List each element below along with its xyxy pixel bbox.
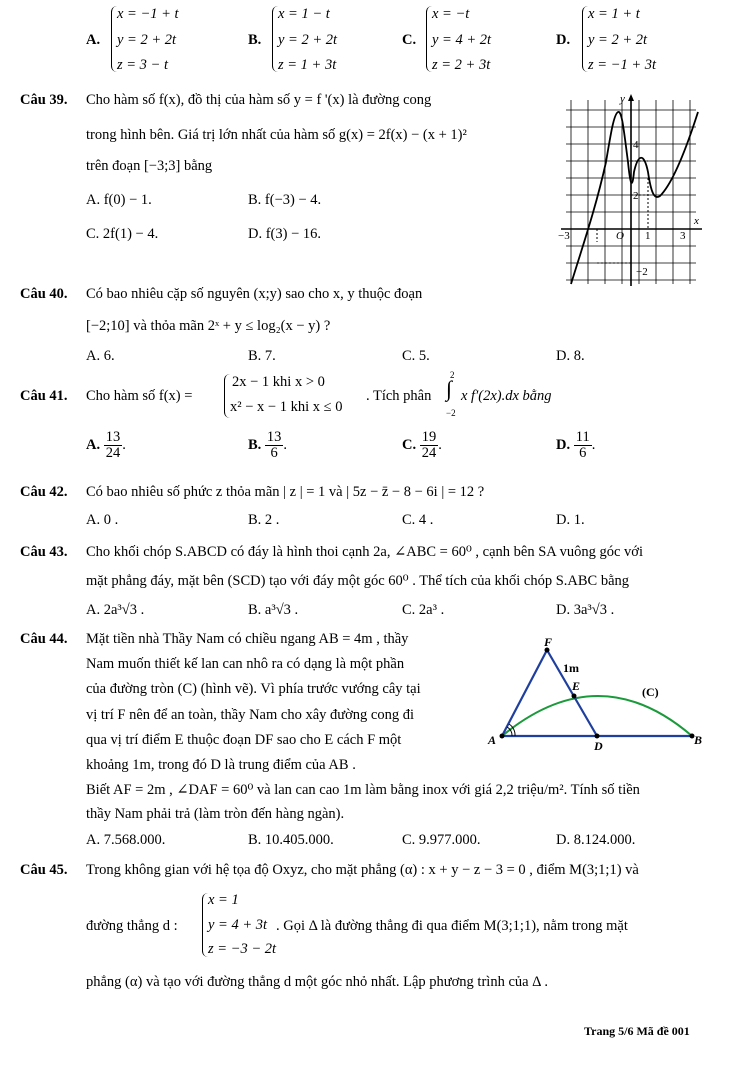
q39-number: Câu 39. [20,92,68,108]
q41-c-label: C. [402,437,417,454]
q39-option-a: A. f(0) − 1. [86,192,152,208]
y-label: y [620,93,625,105]
q42-option-d: D. 1. [556,512,585,528]
q45-post2: . Gọi Δ là đường thẳng đi qua điểm M(3;1;1), nằm trong mặt [276,918,628,934]
label-e: E [572,679,581,693]
q43-line2: mặt phẳng đáy, mặt bên (SCD) tạo với đáy một góc 60⁰ . Thể tích của khối chóp S.ABC bằng [86,573,630,589]
q45-line3: phẳng (α) và tạo với đường thẳng d một góc nhỏ nhất. Lập phương trình của Δ . [86,974,548,990]
q41-a-label: A. [86,437,101,454]
q44-line8: thầy Nam phải trả (làm tròn đến hàng ngàn). [86,806,345,822]
q40-line1: Có bao nhiêu cặp số nguyên (x;y) sao cho x, y thuộc đoạn [86,286,423,302]
q38-d-eq3: z = −1 + 3t [588,57,657,73]
q39-option-d: D. f(3) − 16. [248,226,322,242]
label-a: A [488,733,497,747]
tick-2: 2 [633,190,639,202]
label-b: B [694,733,703,747]
q44-option-b: B. 10.405.000. [248,832,334,848]
tick-neg3: −3 [558,230,570,242]
point-a [500,734,505,739]
label-c: (C) [642,685,659,699]
q38-a-eq3: z = 3 − t [117,57,168,73]
y-axis-arrow [628,94,634,101]
q40-line2: [−2;10] và thỏa mãn 2ˣ + y ≤ log₂(x − y) ? [86,318,331,334]
q42-line1: Có bao nhiêu số phức z thỏa mãn | z | = 1 và | 5z − z̄ − 8 − 6i | = 12 ? [86,484,485,500]
segment-af [502,650,547,736]
q40-option-d: D. 8. [556,348,585,364]
q41-a-den: 24 [105,445,121,462]
q44-line7: Biết AF = 2m , ∠DAF = 60⁰ và lan can cao 1m làm bằng inox với giá 2,2 triệu/m². Tính số tiền [86,782,640,798]
q41-option-c: C. $\frac{19}{24}$ . [402,429,442,462]
q38-b-eq3: z = 1 + 3t [278,57,337,73]
q42-option-c: C. 4 . [402,512,434,528]
point-e [572,694,577,699]
q44-option-a: A. 7.568.000. [86,832,166,848]
q41-case1: 2x − 1 khi x > 0 [232,374,325,390]
q45-eq2: y = 4 + 3t [208,917,268,933]
page-footer: Trang 5/6 Mã đề 001 [584,1024,690,1038]
arc-c [502,696,692,736]
q41-mid: . Tích phân [366,388,432,404]
q41-c-den: 24 [421,445,437,462]
q40-number: Câu 40. [20,286,68,302]
q41-d-num: 11 [575,429,590,445]
q44-option-c: C. 9.977.000. [402,832,481,848]
q41-b-den: 6 [270,445,278,462]
q44-number: Câu 44. [20,631,68,647]
q45-line1: Trong không gian với hệ tọa độ Oxyz, cho mặt phẳng (α) : x + y − z − 3 = 0 , điểm M(3;1;1) và [86,862,639,878]
q40-option-b: B. 7. [248,348,276,364]
label-d: D [594,739,603,753]
label-1m: 1m [563,661,579,675]
q44-line4: vị trí F nên để an toàn, thầy Nam cho xây đường cong đi [86,707,415,723]
tick-1: 1 [645,230,651,242]
x-label: x [694,215,699,227]
q38-c-eq1: x = −t [432,6,470,22]
q43-option-c: C. 2a³ . [402,602,445,618]
q41-a-num: 13 [105,429,121,445]
q40-option-a: A. 6. [86,348,115,364]
q44-option-d: D. 8.124.000. [556,832,636,848]
tick-neg2: −2 [636,266,648,278]
q39-option-c: C. 2f(1) − 4. [86,226,159,242]
q38-a-eq2: y = 2 + 2t [117,32,177,48]
q38-c-eq2: y = 4 + 2t [432,32,492,48]
q38-b-eq1: x = 1 − t [278,6,330,22]
q41-case2: x² − x − 1 khi x ≤ 0 [230,399,343,415]
q38-c-eq3: z = 2 + 3t [432,57,491,73]
q44-line3: của đường tròn (C) (hình vẽ). Vì phía trước vướng cây tại [86,681,421,697]
derivative-graph [556,92,706,288]
q39-line2: trong hình bên. Giá trị lớn nhất của hàm số g(x) = 2f(x) − (x + 1)² [86,127,467,143]
q38-d-eq1: x = 1 + t [588,6,640,22]
q39-line3: trên đoạn [−3;3] bằng [86,158,213,174]
q43-option-a: A. 2a³√3 . [86,602,145,618]
q43-line1: Cho khối chóp S.ABCD có đáy là hình thoi cạnh 2a, ∠ABC = 60⁰ , cạnh bên SA vuông góc với [86,544,643,560]
q39-line1: Cho hàm số f(x), đồ thị của hàm số y = f '(x) là đường cong [86,92,432,108]
q45-number: Câu 45. [20,862,68,878]
q38-a-eq1: x = −1 + t [117,6,179,22]
q42-number: Câu 42. [20,484,68,500]
q41-pre: Cho hàm số f(x) = [86,388,193,404]
q38-d-eq2: y = 2 + 2t [588,32,648,48]
q38-b-eq2: y = 2 + 2t [278,32,338,48]
railing-figure [484,632,714,754]
q41-b-num: 13 [266,429,282,445]
q40-option-c: C. 5. [402,348,430,364]
int-upper: 2 [450,370,455,380]
q43-option-d: D. 3a³√3 . [556,602,615,618]
q38-option-a-label: A. [86,32,101,48]
integral-sign: ∫ [446,376,453,401]
q45-pre2: đường thẳng d : [86,918,178,934]
point-d [595,734,600,739]
q42-option-a: A. 0 . [86,512,119,528]
q39-option-b: B. f(−3) − 4. [248,192,322,208]
q45-eq3: z = −3 − 2t [208,941,277,957]
q45-eq1: x = 1 [208,892,239,908]
q43-option-b: B. a³√3 . [248,602,299,618]
q44-line1: Mặt tiền nhà Thầy Nam có chiều ngang AB = 4m , thầy [86,631,409,647]
q41-option-b: B. $\frac{13}{6}$ . [248,429,288,462]
int-lower: −2 [446,408,456,418]
q42-option-b: B. 2 . [248,512,280,528]
q41-b-label: B. [248,437,262,454]
origin-label: O [616,230,624,242]
q41-number: Câu 41. [20,388,68,404]
q41-d-label: D. [556,437,571,454]
q38-option-b-label: B. [248,32,262,48]
q44-line5: qua vị trí điểm E thuộc đoạn DF sao cho E cách F một [86,732,402,748]
q38-option-d-label: D. [556,32,571,48]
q44-line6: khoảng 1m, trong đó D là trung điểm của AB . [86,757,356,773]
q43-number: Câu 43. [20,544,68,560]
q41-c-num: 19 [421,429,437,445]
q41-option-d: D. $\frac{11}{6}$ . [556,429,596,462]
tick-4: 4 [633,139,639,151]
label-f: F [544,635,553,649]
tick-3: 3 [680,230,686,242]
q41-d-den: 6 [579,445,587,462]
q38-option-c-label: C. [402,32,417,48]
q44-line2: Nam muốn thiết kế lan can nhô ra có dạng là một phần [86,656,405,672]
q41-integrand: x f′(2x).dx bằng [461,388,552,404]
q41-option-a: A. $\frac{13}{24}$ . [86,429,126,462]
